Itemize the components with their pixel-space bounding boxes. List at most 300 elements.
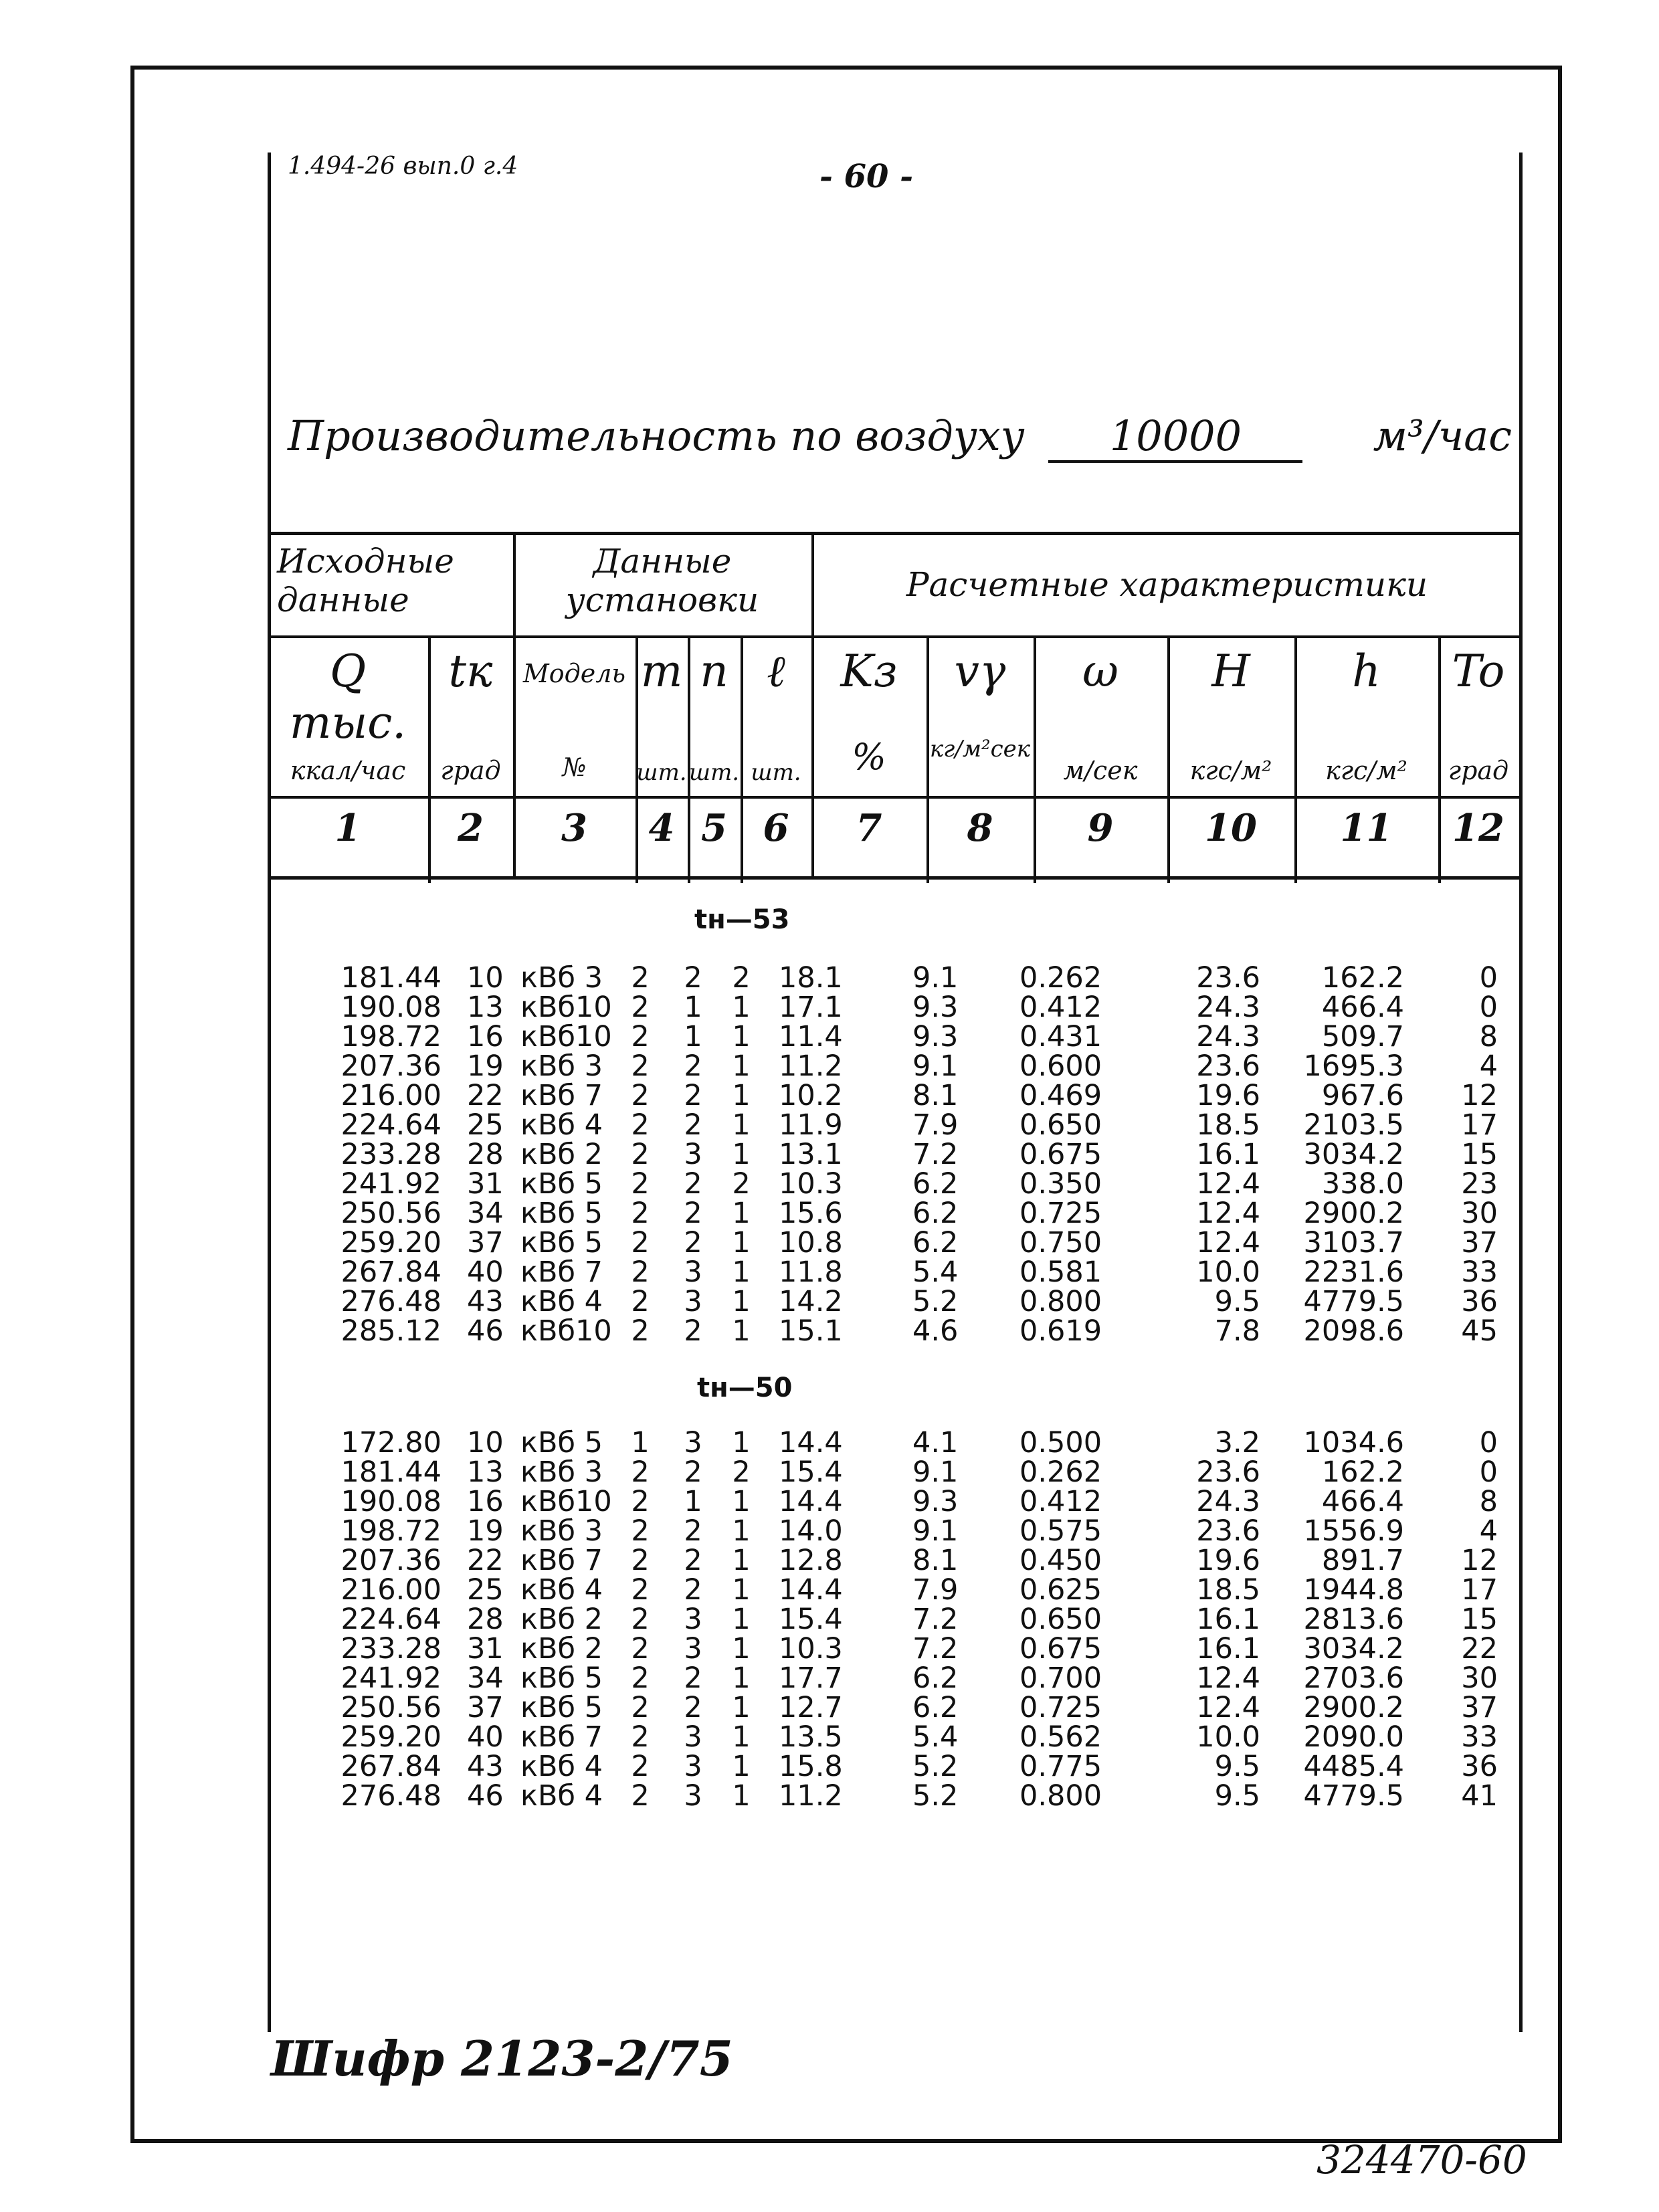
table-cell: 45 <box>1461 1314 1498 1348</box>
table-cell: кВб 4 <box>520 1779 603 1813</box>
table-cell: 33 <box>1461 1255 1498 1289</box>
table-cell: 891.7 <box>1321 1544 1404 1577</box>
table-cell: 0.581 <box>1019 1255 1102 1289</box>
table-cell: 2 <box>631 1138 650 1171</box>
table-cell: 0.625 <box>1019 1573 1102 1607</box>
table-cell: 1 <box>732 1197 751 1230</box>
table-cell: 0.800 <box>1019 1779 1102 1813</box>
table-row <box>294 1258 1498 1287</box>
col3-symbol: Модель <box>522 659 626 688</box>
col9-symbol: ω <box>1082 645 1118 697</box>
table-cell: 37 <box>467 1226 504 1260</box>
table-cell: 22 <box>1461 1632 1498 1666</box>
table-cell: 4 <box>1479 1514 1498 1548</box>
table-cell: 7.2 <box>912 1138 959 1171</box>
table-cell: 10.0 <box>1196 1720 1260 1754</box>
table-cell: 0 <box>1479 1426 1498 1460</box>
col4-unit: шт. <box>636 759 687 786</box>
table-cell: 2813.6 <box>1303 1603 1404 1636</box>
table-cell: 2 <box>631 961 650 995</box>
table-cell: 7.8 <box>1214 1314 1260 1348</box>
table-cell: 2098.6 <box>1303 1314 1404 1348</box>
table-cell: 3.2 <box>1214 1426 1260 1460</box>
table-cell: 18.5 <box>1196 1108 1260 1142</box>
table-cell: кВб 2 <box>520 1603 603 1636</box>
table-cell: 1 <box>684 991 702 1024</box>
table-cell: кВб 5 <box>520 1662 603 1695</box>
table-cell: 10 <box>467 1426 504 1460</box>
table-cell: 3 <box>684 1426 702 1460</box>
table-cell: 0.650 <box>1019 1603 1102 1636</box>
table-cell: кВб 5 <box>520 1691 603 1724</box>
table-cell: 3 <box>684 1138 702 1171</box>
col3-number: 3 <box>561 806 587 850</box>
table-cell: 15 <box>1461 1603 1498 1636</box>
table-header <box>268 532 1523 880</box>
table-cell: 18.1 <box>779 961 843 995</box>
table-cell: 1 <box>732 1079 751 1112</box>
table-row <box>294 1487 1498 1516</box>
table-row <box>294 1605 1498 1634</box>
table-cell: 3034.2 <box>1303 1632 1404 1666</box>
table-cell: 30 <box>1461 1197 1498 1230</box>
table-cell: 2 <box>631 1544 650 1577</box>
col1-number: 1 <box>334 806 361 850</box>
table-cell: 1 <box>732 1750 751 1783</box>
table-cell: 6.2 <box>912 1226 959 1260</box>
table-cell: 0.600 <box>1019 1049 1102 1083</box>
table-cell: 6.2 <box>912 1662 959 1695</box>
table-cell: 12 <box>1461 1079 1498 1112</box>
table-cell: 2 <box>684 1197 702 1230</box>
group-calc-data: Расчетные характеристики <box>906 565 1428 604</box>
table-cell: 11.2 <box>779 1049 843 1083</box>
table-cell: 0.775 <box>1019 1750 1102 1783</box>
table-cell: 172.80 <box>340 1426 442 1460</box>
airflow-unit: м³/час <box>1373 411 1512 460</box>
col10-number: 10 <box>1205 806 1257 850</box>
table-cell: 40 <box>467 1720 504 1754</box>
col1-symbol: Q тыс. <box>289 645 407 748</box>
table-cell: 1 <box>732 1573 751 1607</box>
table-cell: 2 <box>631 1662 650 1695</box>
table-cell: 1 <box>684 1020 702 1053</box>
table-cell: 40 <box>467 1255 504 1289</box>
table-cell: 1 <box>732 1485 751 1518</box>
table-cell: 0.725 <box>1019 1197 1102 1230</box>
table-row <box>294 1228 1498 1258</box>
data-table-section-2 <box>294 1428 1498 1811</box>
table-cell: 19 <box>467 1049 504 1083</box>
table-cell: 9.1 <box>912 1049 959 1083</box>
table-cell: 16 <box>467 1020 504 1053</box>
table-cell: 9.1 <box>912 1514 959 1548</box>
col9-unit: м/сек <box>1063 756 1138 785</box>
table-cell: 23.6 <box>1196 1455 1260 1489</box>
table-cell: 2 <box>684 1314 702 1348</box>
table-cell: 241.92 <box>340 1662 442 1695</box>
section-label: tн—50 <box>697 1373 793 1403</box>
table-cell: 15.4 <box>779 1603 843 1636</box>
table-cell: 43 <box>467 1285 504 1318</box>
table-cell: 224.64 <box>340 1603 442 1636</box>
table-cell: 1 <box>631 1426 650 1460</box>
table-cell: 8 <box>1479 1485 1498 1518</box>
table-cell: 25 <box>467 1573 504 1607</box>
table-cell: 13 <box>467 991 504 1024</box>
table-cell: 10 <box>467 961 504 995</box>
table-cell: 4779.5 <box>1303 1779 1404 1813</box>
table-cell: 9.5 <box>1214 1750 1260 1783</box>
table-cell: 34 <box>467 1662 504 1695</box>
table-cell: 1 <box>732 1662 751 1695</box>
table-cell: 1 <box>732 1020 751 1053</box>
archive-number: 324470-60 <box>1316 2137 1527 2183</box>
table-cell: 2 <box>631 991 650 1024</box>
table-cell: 1695.3 <box>1303 1049 1404 1083</box>
col12-symbol: To <box>1452 645 1505 697</box>
table-cell: 23 <box>1461 1167 1498 1201</box>
table-cell: 2103.5 <box>1303 1108 1404 1142</box>
table-cell: 190.08 <box>340 1485 442 1518</box>
table-cell: 12.8 <box>779 1544 843 1577</box>
col5-symbol: n <box>700 645 728 697</box>
table-cell: 198.72 <box>340 1020 442 1053</box>
table-cell: кВб10 <box>520 991 612 1024</box>
table-cell: кВб 7 <box>520 1255 603 1289</box>
table-cell: 162.2 <box>1321 961 1404 995</box>
table-cell: 1 <box>732 1314 751 1348</box>
table-cell: 2 <box>684 1573 702 1607</box>
table-cell: 4.1 <box>912 1426 959 1460</box>
table-cell: 14.4 <box>779 1426 843 1460</box>
table-cell: 0.725 <box>1019 1691 1102 1724</box>
table-row <box>294 1516 1498 1546</box>
table-row <box>294 1022 1498 1051</box>
col11-symbol: h <box>1352 645 1381 697</box>
table-cell: 46 <box>467 1314 504 1348</box>
table-cell: 2090.0 <box>1303 1720 1404 1754</box>
table-cell: 1 <box>732 1514 751 1548</box>
table-cell: 207.36 <box>340 1544 442 1577</box>
table-cell: 37 <box>467 1691 504 1724</box>
table-cell: 2 <box>631 1691 650 1724</box>
col6-number: 6 <box>763 806 789 850</box>
table-cell: 13.5 <box>779 1720 843 1754</box>
table-cell: 2 <box>684 1226 702 1260</box>
table-cell: 23.6 <box>1196 1514 1260 1548</box>
table-cell: 12.4 <box>1196 1197 1260 1230</box>
table-cell: 24.3 <box>1196 991 1260 1024</box>
col6-unit: шт. <box>751 759 801 786</box>
table-cell: кВб 3 <box>520 961 603 995</box>
table-cell: 2 <box>684 1049 702 1083</box>
col2-symbol: tк <box>448 645 493 697</box>
table-cell: 11.8 <box>779 1255 843 1289</box>
table-cell: 15.1 <box>779 1314 843 1348</box>
table-cell: 19.6 <box>1196 1079 1260 1112</box>
title-text: Производительность по воздуху <box>288 411 1025 460</box>
table-cell: 207.36 <box>340 1049 442 1083</box>
table-row <box>294 1428 1498 1457</box>
table-cell: 2 <box>631 1197 650 1230</box>
table-cell: 15 <box>1461 1138 1498 1171</box>
table-cell: 5.4 <box>912 1720 959 1754</box>
table-cell: 3 <box>684 1255 702 1289</box>
table-cell: кВб10 <box>520 1485 612 1518</box>
table-cell: 16.1 <box>1196 1603 1260 1636</box>
table-cell: 0 <box>1479 961 1498 995</box>
table-cell: 181.44 <box>340 1455 442 1489</box>
col11-unit: кгс/м² <box>1325 756 1407 785</box>
table-cell: 12.4 <box>1196 1167 1260 1201</box>
table-cell: 0.800 <box>1019 1285 1102 1318</box>
table-row <box>294 1287 1498 1316</box>
table-cell: 9.5 <box>1214 1285 1260 1318</box>
table-cell: 967.6 <box>1321 1079 1404 1112</box>
table-row <box>294 1110 1498 1140</box>
table-cell: 1556.9 <box>1303 1514 1404 1548</box>
table-cell: 3 <box>684 1603 702 1636</box>
table-cell: 4.6 <box>912 1314 959 1348</box>
table-cell: 24.3 <box>1196 1020 1260 1053</box>
table-cell: 0.431 <box>1019 1020 1102 1053</box>
table-cell: 9.1 <box>912 961 959 995</box>
table-cell: 2 <box>631 1167 650 1201</box>
col4-number: 4 <box>648 806 675 850</box>
table-cell: 22 <box>467 1079 504 1112</box>
table-cell: 28 <box>467 1138 504 1171</box>
table-cell: 14.4 <box>779 1485 843 1518</box>
table-cell: 19.6 <box>1196 1544 1260 1577</box>
table-cell: 37 <box>1461 1226 1498 1260</box>
table-cell: 1 <box>732 1226 751 1260</box>
table-row <box>294 1752 1498 1781</box>
table-cell: 1 <box>732 991 751 1024</box>
table-cell: 2 <box>732 1167 751 1201</box>
table-cell: 2 <box>631 1285 650 1318</box>
table-row <box>294 1722 1498 1752</box>
table-cell: 224.64 <box>340 1108 442 1142</box>
table-cell: 11.9 <box>779 1108 843 1142</box>
page-title <box>288 411 1512 463</box>
col8-unit: кг/м²сек <box>929 736 1031 763</box>
section-label: tн—53 <box>694 904 790 935</box>
document-reference: 1.494-26 вып.0 г.4 <box>288 153 518 180</box>
table-cell: 12.7 <box>779 1691 843 1724</box>
table-cell: 16 <box>467 1485 504 1518</box>
table-cell: 3 <box>684 1750 702 1783</box>
table-cell: 16.1 <box>1196 1632 1260 1666</box>
table-cell: 30 <box>1461 1662 1498 1695</box>
table-cell: 2 <box>684 1662 702 1695</box>
table-cell: 41 <box>1461 1779 1498 1813</box>
table-cell: 17 <box>1461 1573 1498 1607</box>
table-cell: 10.3 <box>779 1632 843 1666</box>
table-cell: 233.28 <box>340 1138 442 1171</box>
table-cell: 2 <box>631 1750 650 1783</box>
table-cell: 2 <box>631 1255 650 1289</box>
table-cell: 0.412 <box>1019 991 1102 1024</box>
table-cell: 0.750 <box>1019 1226 1102 1260</box>
table-cell: 466.4 <box>1321 991 1404 1024</box>
table-cell: 1 <box>732 1108 751 1142</box>
table-cell: 2 <box>631 1779 650 1813</box>
table-cell: 0.619 <box>1019 1314 1102 1348</box>
header-divider <box>268 796 1523 799</box>
table-cell: 12.4 <box>1196 1226 1260 1260</box>
table-cell: 17.7 <box>779 1662 843 1695</box>
table-cell: кВб 2 <box>520 1138 603 1171</box>
table-cell: 1944.8 <box>1303 1573 1404 1607</box>
table-cell: 0.412 <box>1019 1485 1102 1518</box>
table-cell: 198.72 <box>340 1514 442 1548</box>
table-cell: 2 <box>684 1691 702 1724</box>
table-cell: 0.675 <box>1019 1138 1102 1171</box>
table-cell: 1034.6 <box>1303 1426 1404 1460</box>
table-cell: 18.5 <box>1196 1573 1260 1607</box>
table-cell: 216.00 <box>340 1573 442 1607</box>
table-cell: 1 <box>732 1285 751 1318</box>
table-row <box>294 1693 1498 1722</box>
col7-unit: % <box>852 736 886 778</box>
table-cell: 1 <box>732 1779 751 1813</box>
table-cell: 43 <box>467 1750 504 1783</box>
table-cell: 7.9 <box>912 1108 959 1142</box>
table-cell: 267.84 <box>340 1255 442 1289</box>
table-cell: 13.1 <box>779 1138 843 1171</box>
table-row <box>294 1575 1498 1605</box>
table-cell: 9.3 <box>912 1020 959 1053</box>
table-cell: 15.8 <box>779 1750 843 1783</box>
table-cell: 9.5 <box>1214 1779 1260 1813</box>
table-cell: 10.3 <box>779 1167 843 1201</box>
table-cell: 14.4 <box>779 1573 843 1607</box>
table-cell: 241.92 <box>340 1167 442 1201</box>
table-row <box>294 1199 1498 1228</box>
table-cell: кВб 7 <box>520 1544 603 1577</box>
table-cell: 13 <box>467 1455 504 1489</box>
table-cell: 16.1 <box>1196 1138 1260 1171</box>
table-cell: 0.675 <box>1019 1632 1102 1666</box>
table-cell: 2 <box>631 1720 650 1754</box>
table-cell: 31 <box>467 1167 504 1201</box>
table-cell: 46 <box>467 1779 504 1813</box>
table-cell: 1 <box>732 1426 751 1460</box>
table-cell: 4485.4 <box>1303 1750 1404 1783</box>
table-cell: кВб 5 <box>520 1226 603 1260</box>
table-cell: 2 <box>684 1514 702 1548</box>
table-cell: 15.6 <box>779 1197 843 1230</box>
table-cell: 2 <box>684 1544 702 1577</box>
table-cell: 2 <box>631 1226 650 1260</box>
col5-number: 5 <box>701 806 727 850</box>
col3-unit: № <box>562 752 587 782</box>
data-table-section-1 <box>294 963 1498 1346</box>
table-cell: 14.0 <box>779 1514 843 1548</box>
col9-number: 9 <box>1087 806 1114 850</box>
table-cell: 181.44 <box>340 961 442 995</box>
table-cell: 6.2 <box>912 1167 959 1201</box>
col5-unit: шт. <box>688 759 740 786</box>
col8-number: 8 <box>967 806 993 850</box>
col12-unit: град <box>1448 756 1509 785</box>
table-cell: 0 <box>1479 991 1498 1024</box>
table-cell: 162.2 <box>1321 1455 1404 1489</box>
table-cell: 14.2 <box>779 1285 843 1318</box>
table-cell: 276.48 <box>340 1779 442 1813</box>
table-cell: кВб 3 <box>520 1455 603 1489</box>
table-cell: кВб 2 <box>520 1632 603 1666</box>
table-cell: 285.12 <box>340 1314 442 1348</box>
table-cell: 36 <box>1461 1285 1498 1318</box>
table-cell: 0.575 <box>1019 1514 1102 1548</box>
col1-unit: ккал/час <box>290 756 406 785</box>
col7-symbol: Kз <box>840 645 898 697</box>
col2-number: 2 <box>458 806 484 850</box>
table-cell: кВб 4 <box>520 1285 603 1318</box>
table-cell: 7.2 <box>912 1632 959 1666</box>
col6-symbol: ℓ <box>767 645 785 697</box>
table-cell: 6.2 <box>912 1197 959 1230</box>
table-cell: 10.2 <box>779 1079 843 1112</box>
table-cell: кВб10 <box>520 1314 612 1348</box>
table-cell: 0 <box>1479 1455 1498 1489</box>
table-cell: 0.562 <box>1019 1720 1102 1754</box>
table-cell: 233.28 <box>340 1632 442 1666</box>
table-cell: 1 <box>684 1485 702 1518</box>
table-cell: 15.4 <box>779 1455 843 1489</box>
table-cell: 2 <box>631 1020 650 1053</box>
table-cell: 2 <box>631 1108 650 1142</box>
col11-number: 11 <box>1340 806 1393 850</box>
table-cell: 24.3 <box>1196 1485 1260 1518</box>
table-cell: 8.1 <box>912 1544 959 1577</box>
table-cell: 0.450 <box>1019 1544 1102 1577</box>
table-cell: кВб 5 <box>520 1167 603 1201</box>
table-cell: 259.20 <box>340 1226 442 1260</box>
table-cell: 2 <box>631 1603 650 1636</box>
table-cell: 1 <box>732 1720 751 1754</box>
table-cell: 9.1 <box>912 1455 959 1489</box>
table-cell: 0.469 <box>1019 1079 1102 1112</box>
table-cell: 33 <box>1461 1720 1498 1754</box>
table-row <box>294 1140 1498 1169</box>
table-cell: 3 <box>684 1779 702 1813</box>
table-cell: 2 <box>631 1573 650 1607</box>
table-cell: 0.262 <box>1019 961 1102 995</box>
table-cell: 2 <box>631 1314 650 1348</box>
table-cell: кВб 7 <box>520 1079 603 1112</box>
table-cell: кВб 7 <box>520 1720 603 1754</box>
table-cell: 4 <box>1479 1049 1498 1083</box>
table-row <box>294 1081 1498 1110</box>
table-cell: 11.4 <box>779 1020 843 1053</box>
table-cell: 2 <box>684 1167 702 1201</box>
table-cell: 3 <box>684 1285 702 1318</box>
table-cell: 23.6 <box>1196 1049 1260 1083</box>
table-cell: 7.2 <box>912 1603 959 1636</box>
col7-number: 7 <box>856 806 882 850</box>
table-row <box>294 993 1498 1022</box>
table-cell: 2 <box>732 961 751 995</box>
table-cell: 1 <box>732 1255 751 1289</box>
table-cell: 2 <box>684 1079 702 1112</box>
table-cell: 2 <box>631 1485 650 1518</box>
cipher-code: Шифр 2123-2/75 <box>271 2030 733 2087</box>
table-cell: кВб 4 <box>520 1573 603 1607</box>
table-cell: 0.350 <box>1019 1167 1102 1201</box>
